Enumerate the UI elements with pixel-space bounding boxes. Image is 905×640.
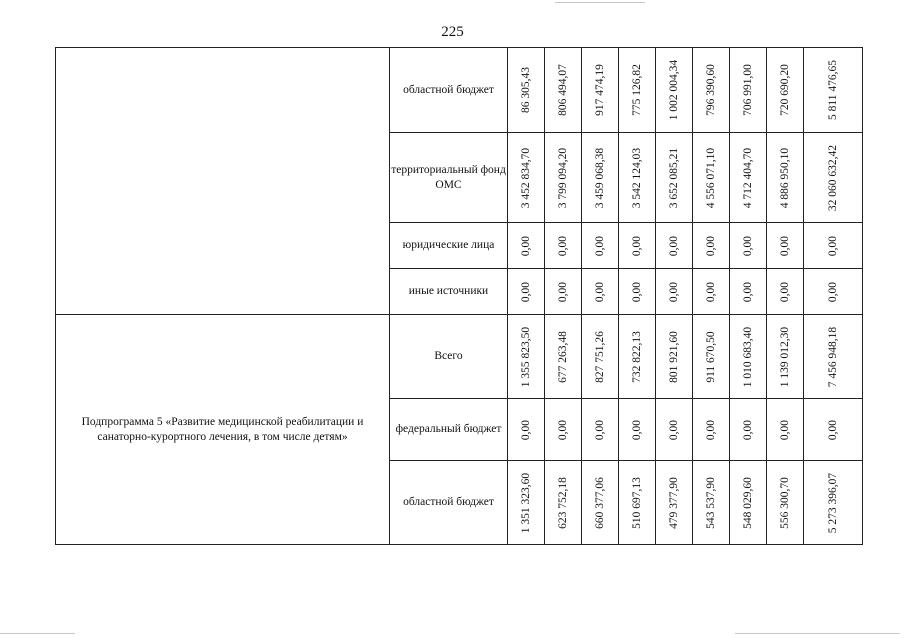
amount-value: 0,00: [742, 281, 754, 302]
amount-cell: [619, 399, 656, 461]
amount-cell: [545, 399, 582, 461]
amount-cell: [804, 133, 863, 223]
amount-value: 4 886 950,10: [779, 147, 791, 208]
amount-value: 0,00: [557, 419, 569, 440]
amount-value: 3 799 094,20: [557, 147, 569, 208]
amount-value: 3 459 068,38: [594, 147, 606, 208]
amount-value: 706 991,00: [742, 64, 754, 116]
amount-cell: [619, 269, 656, 315]
amount-cell: [545, 48, 582, 133]
amount-cell: [545, 133, 582, 223]
amount-cell: [730, 133, 767, 223]
scan-artifact: [0, 633, 75, 634]
amount-value: 775 126,82: [631, 64, 643, 116]
amount-cell: [582, 269, 619, 315]
scan-artifact: [555, 2, 645, 3]
amount-cell: [545, 461, 582, 545]
amount-cell: [508, 399, 545, 461]
funding-source-cell: территориальный фонд ОМС: [390, 133, 508, 223]
table-row: [56, 315, 863, 399]
amount-value: 548 029,60: [742, 476, 754, 529]
amount-cell: [656, 133, 693, 223]
amount-value: 720 690,20: [779, 64, 791, 116]
amount-cell: [582, 315, 619, 399]
amount-cell: [730, 223, 767, 269]
amount-value: 479 377,90: [668, 476, 680, 529]
amount-value: 5 811 476,65: [827, 60, 839, 120]
amount-value: 0,00: [520, 235, 532, 256]
scan-artifact: [735, 633, 900, 634]
amount-value: 0,00: [779, 419, 791, 440]
amount-value: 0,00: [827, 281, 839, 302]
amount-value: 806 494,07: [557, 64, 569, 116]
amount-value: 732 822,13: [631, 330, 643, 383]
amount-cell: [693, 399, 730, 461]
page-number: 225: [441, 24, 464, 40]
amount-value: 1 010 683,40: [742, 326, 754, 387]
amount-cell: [545, 315, 582, 399]
amount-value: 0,00: [631, 281, 643, 302]
amount-cell: [508, 269, 545, 315]
amount-cell: [767, 461, 804, 545]
amount-cell: [619, 48, 656, 133]
amount-value: 0,00: [557, 235, 569, 256]
amount-cell: [804, 399, 863, 461]
amount-cell: [730, 399, 767, 461]
amount-value: 0,00: [742, 235, 754, 256]
amount-value: 4 556 071,10: [705, 147, 717, 208]
amount-value: 0,00: [742, 419, 754, 440]
amount-value: 0,00: [827, 235, 839, 256]
table-row: [56, 48, 863, 133]
amount-cell: [545, 269, 582, 315]
amount-cell: [656, 269, 693, 315]
amount-value: 0,00: [668, 281, 680, 302]
amount-value: 1 139 012,30: [779, 326, 791, 387]
amount-value: 660 377,06: [594, 476, 606, 529]
amount-value: 3 542 124,03: [631, 147, 643, 208]
amount-value: 86 305,43: [520, 67, 532, 113]
amount-cell: [730, 48, 767, 133]
amount-value: 0,00: [705, 235, 717, 256]
amount-cell: [619, 133, 656, 223]
amount-cell: [767, 223, 804, 269]
amount-value: 510 697,13: [631, 476, 643, 529]
amount-cell: [656, 461, 693, 545]
amount-value: 0,00: [705, 419, 717, 440]
amount-value: 7 456 948,18: [827, 326, 839, 387]
amount-value: 1 002 004,34: [668, 59, 680, 121]
amount-cell: [804, 269, 863, 315]
amount-value: 801 921,60: [668, 330, 680, 383]
amount-cell: [508, 315, 545, 399]
amount-cell: [804, 48, 863, 133]
amount-cell: [693, 315, 730, 399]
amount-cell: [767, 133, 804, 223]
amount-value: 677 263,48: [557, 330, 569, 383]
amount-value: 0,00: [631, 235, 643, 256]
program-name-cell: [56, 48, 390, 315]
funding-source-cell: Всего: [390, 315, 508, 399]
amount-cell: [804, 223, 863, 269]
amount-value: 0,00: [779, 235, 791, 256]
budget-table: [55, 47, 863, 545]
amount-value: 1 355 823,50: [520, 326, 532, 387]
amount-cell: [508, 461, 545, 545]
amount-cell: [582, 461, 619, 545]
amount-cell: [508, 223, 545, 269]
amount-cell: [582, 48, 619, 133]
funding-source-cell: юридические лица: [390, 223, 508, 269]
amount-cell: [582, 399, 619, 461]
amount-cell: [545, 223, 582, 269]
amount-value: 556 300,70: [779, 476, 791, 529]
amount-value: 3 652 085,21: [668, 147, 680, 208]
amount-cell: [656, 223, 693, 269]
funding-source-cell: областной бюджет: [390, 461, 508, 545]
amount-value: 543 537,90: [705, 476, 717, 529]
amount-value: 0,00: [631, 419, 643, 440]
amount-cell: [730, 269, 767, 315]
amount-cell: [804, 461, 863, 545]
amount-cell: [582, 133, 619, 223]
amount-cell: [619, 461, 656, 545]
funding-source-cell: иные источники: [390, 269, 508, 315]
amount-cell: [508, 48, 545, 133]
amount-value: 623 752,18: [557, 476, 569, 529]
amount-cell: [730, 315, 767, 399]
amount-cell: [656, 399, 693, 461]
amount-cell: [693, 223, 730, 269]
amount-value: 0,00: [594, 235, 606, 256]
amount-cell: [730, 461, 767, 545]
amount-value: 0,00: [779, 281, 791, 302]
amount-cell: [693, 461, 730, 545]
amount-value: 0,00: [594, 281, 606, 302]
amount-cell: [767, 269, 804, 315]
amount-cell: [619, 315, 656, 399]
amount-value: 796 390,60: [705, 64, 717, 116]
amount-value: 0,00: [520, 419, 532, 440]
amount-cell: [693, 269, 730, 315]
amount-value: 911 670,50: [705, 330, 717, 383]
amount-value: 1 351 323,60: [520, 472, 532, 533]
program-name-cell: Подпрограмма 5 «Развитие медицинской реабилитации и санаторно-курортного лечения, в том числе детям»: [56, 315, 390, 545]
amount-cell: [767, 48, 804, 133]
amount-value: 5 273 396,07: [827, 472, 839, 533]
amount-cell: [582, 223, 619, 269]
amount-value: 4 712 404,70: [742, 147, 754, 208]
amount-value: 917 474,19: [594, 64, 606, 116]
amount-cell: [619, 223, 656, 269]
amount-cell: [693, 48, 730, 133]
funding-source-cell: федеральный бюджет: [390, 399, 508, 461]
amount-value: 0,00: [520, 281, 532, 302]
amount-value: 827 751,26: [594, 330, 606, 383]
amount-cell: [767, 399, 804, 461]
amount-cell: [508, 133, 545, 223]
amount-cell: [767, 315, 804, 399]
amount-value: 0,00: [705, 281, 717, 302]
amount-cell: [804, 315, 863, 399]
amount-value: 32 060 632,42: [827, 144, 839, 211]
amount-cell: [656, 48, 693, 133]
amount-value: 0,00: [668, 419, 680, 440]
amount-cell: [693, 133, 730, 223]
amount-value: 0,00: [668, 235, 680, 256]
amount-value: 0,00: [557, 281, 569, 302]
amount-cell: [656, 315, 693, 399]
amount-value: 0,00: [594, 419, 606, 440]
funding-source-cell: областной бюджет: [390, 48, 508, 133]
amount-value: 0,00: [827, 419, 839, 440]
amount-value: 3 452 834,70: [520, 147, 532, 208]
budget-table-body: [56, 48, 863, 545]
